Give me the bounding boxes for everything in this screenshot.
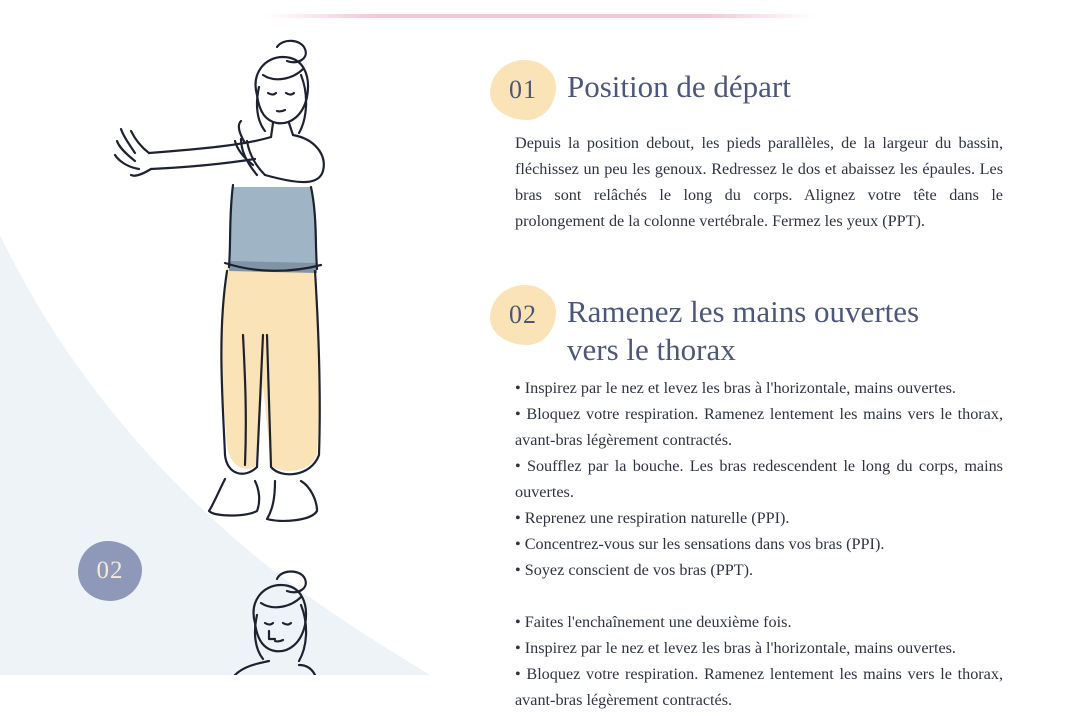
section-title — [567, 293, 919, 369]
list-item: • Soufflez par la bouche. Les bras redescendent le long du corps, mains ouvertes. — [515, 453, 1003, 505]
bullet-list-repeat — [515, 609, 1003, 713]
list-item: • Reprenez une respiration naturelle (PPI). — [515, 505, 1003, 531]
section-number-badge — [490, 285, 556, 345]
top-divider — [265, 14, 815, 18]
section-number: 01 — [509, 75, 537, 104]
section-02 — [490, 283, 1005, 709]
section-01 — [490, 58, 1005, 258]
section-title-line: vers le thorax — [567, 332, 736, 367]
list-item: • Faites l'enchaînement une deuxième fois. — [515, 609, 1003, 635]
bullet-list — [515, 375, 1003, 583]
section-title-line: Ramenez les mains ouvertes — [567, 294, 920, 329]
list-item: • Soyez conscient de vos bras (PPT). — [515, 557, 1003, 583]
list-item: • Bloquez votre respiration. Ramenez lentement les mains vers le thorax, avant-bras légèrement contractés. — [515, 401, 1003, 453]
woman-arms-extended-illustration — [105, 35, 345, 530]
step-badge-number: 02 — [96, 557, 124, 584]
section-number: 02 — [509, 300, 537, 329]
step-badge — [78, 541, 142, 601]
section-text — [515, 130, 1003, 234]
list-item: • Inspirez par le nez et levez les bras à l'horizontale, mains ouvertes. — [515, 635, 1003, 661]
list-item: • Inspirez par le nez et levez les bras à l'horizontale, mains ouvertes. — [515, 375, 1003, 401]
paragraph: Depuis la position debout, les pieds parallèles, de la largeur du bassin, fléchissez un peu les genoux. Redressez le dos et abaissez les épaules. Les bras sont relâchés le long du corps. Alignez votre tête dans le prolongement de la colonne vertébrale. Fermez les yeux (PPT). — [515, 134, 1003, 230]
section-number-badge — [490, 60, 556, 120]
woman-head-illustration — [205, 565, 365, 675]
section-title: Position de départ — [567, 69, 791, 104]
list-item: • Bloquez votre respiration. Ramenez lentement les mains vers le thorax, avant-bras légèrement contractés. — [515, 661, 1003, 713]
list-item: • Concentrez-vous sur les sensations dans vos bras (PPI). — [515, 531, 1003, 557]
section-bullets — [515, 375, 1003, 713]
